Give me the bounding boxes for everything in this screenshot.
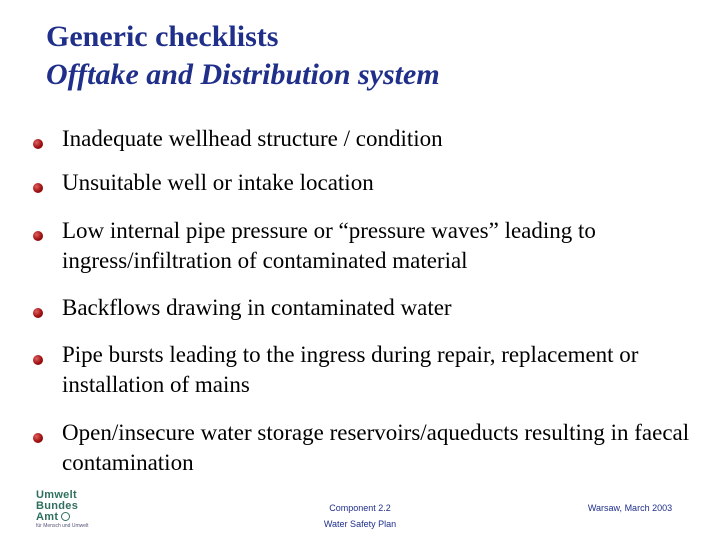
bullet-dot-icon bbox=[33, 231, 43, 241]
bullet-dot-icon bbox=[33, 139, 43, 149]
bullet-item: Unsuitable well or intake location bbox=[62, 170, 374, 195]
umweltbundesamt-logo bbox=[36, 490, 96, 530]
bullet-dot-icon bbox=[33, 183, 43, 193]
bullet-dot-icon bbox=[33, 355, 43, 365]
logo-line-2: Bundes bbox=[36, 500, 79, 512]
logo-line-3-text: Amt bbox=[36, 511, 59, 523]
footer-place-date: Warsaw, March 2003 bbox=[587, 503, 673, 513]
logo-line-1: Umwelt bbox=[36, 489, 77, 501]
slide-subtitle: Offtake and Distribution system bbox=[46, 58, 440, 91]
logo-line-3 bbox=[36, 512, 96, 523]
logo-globe-icon bbox=[61, 512, 70, 521]
bullet-item: Pipe bursts leading to the ingress during repair, replacement or installation of mains bbox=[62, 342, 639, 397]
slide-title: Generic checklists bbox=[46, 20, 279, 53]
footer-plan: Water Safety Plan bbox=[323, 519, 397, 529]
bullet-dot-icon bbox=[33, 308, 43, 318]
footer-center bbox=[290, 500, 430, 532]
bullet-item: Open/insecure water storage reservoirs/aqueducts resulting in faecal contamination bbox=[62, 420, 690, 475]
bullet-item: Backflows drawing in contaminated water bbox=[62, 295, 452, 320]
bullet-item: Low internal pipe pressure or “pressure waves” leading to ingress/infiltration of contaminated material bbox=[62, 218, 596, 273]
footer-component: Component 2.2 bbox=[329, 503, 391, 513]
bullet-dot-icon bbox=[33, 433, 43, 443]
logo-tagline: für Mensch und Umwelt bbox=[36, 523, 89, 529]
bullet-item: Inadequate wellhead structure / condition bbox=[62, 126, 443, 151]
